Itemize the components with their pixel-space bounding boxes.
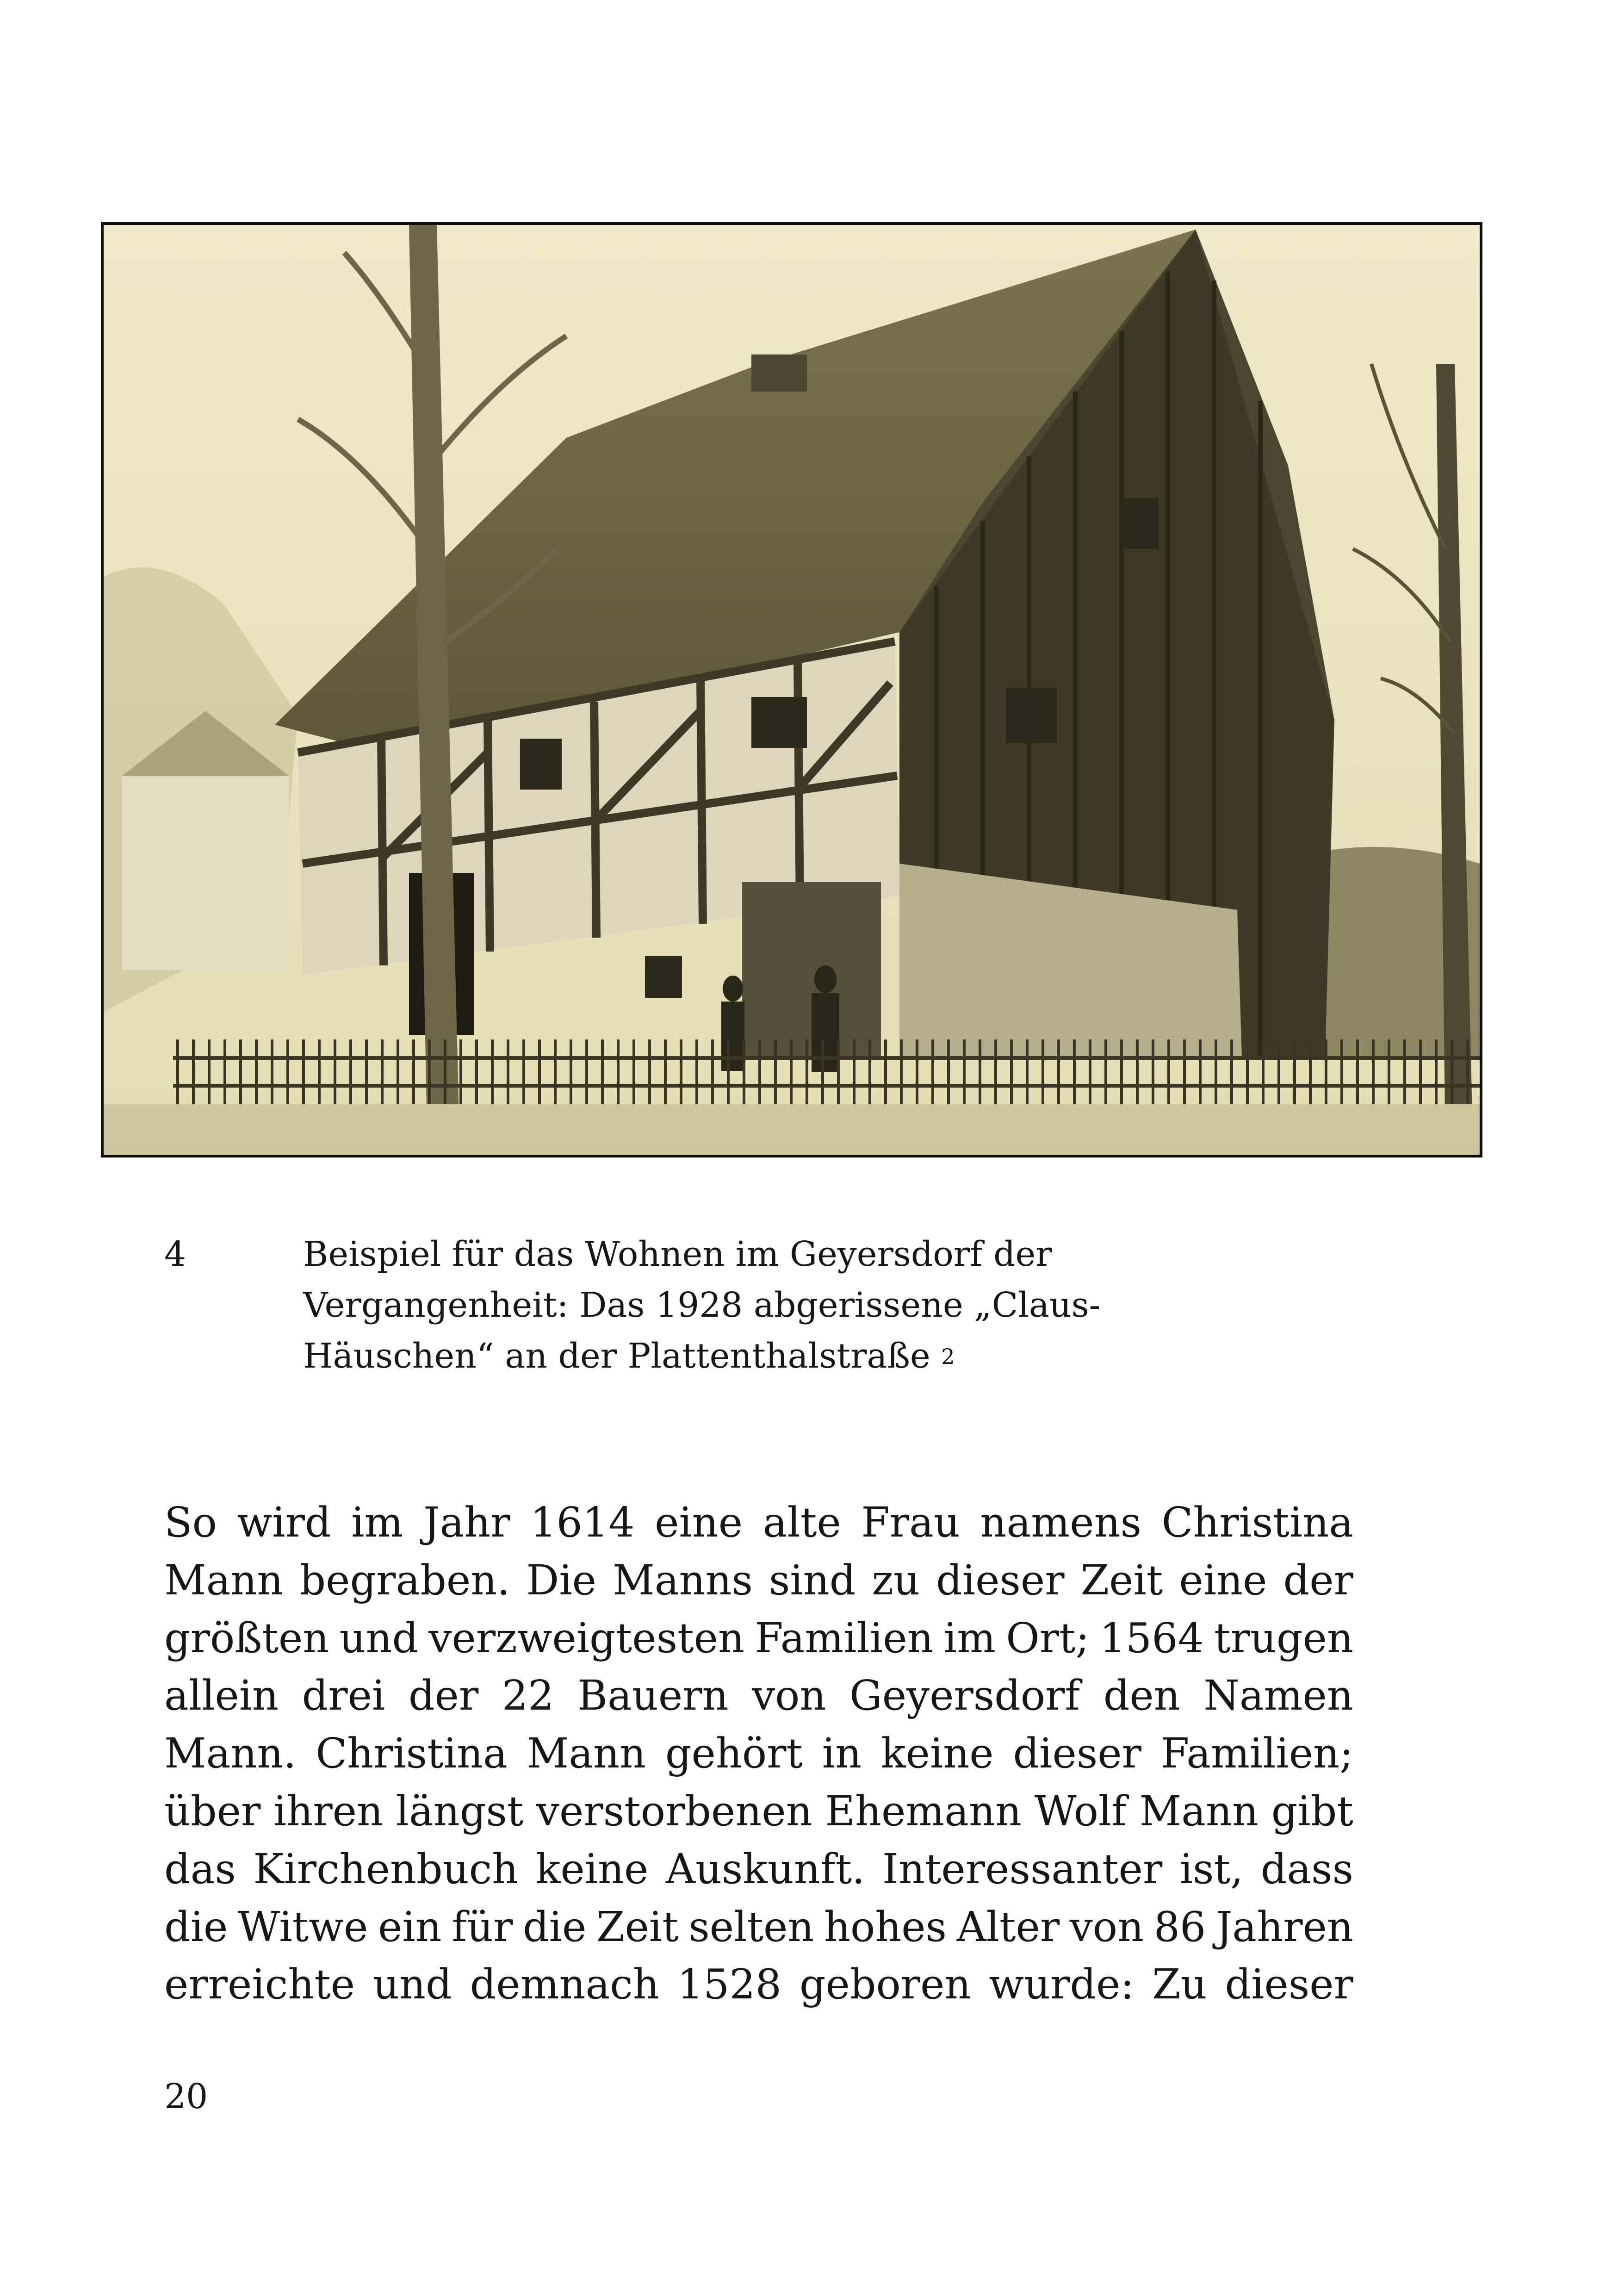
caption-line: Beispiel für das Wohnen im Geyersdorf der [303, 1234, 1052, 1274]
figure-caption [303, 1229, 1242, 1386]
body-line: allein drei der 22 Bauern von Geyersdorf den Namen [164, 1672, 1353, 1720]
body-line: über ihren längst verstorbenen Ehemann Wolf Mann gibt [164, 1787, 1353, 1835]
body-line: größten und verzweigtesten Familien im Ort; 1564 trugen [164, 1614, 1353, 1662]
caption-line-text: Häuschen“ an der Plattenthalstraße [303, 1336, 930, 1376]
photo-illustration [104, 225, 1480, 1155]
body-line: erreichte und demnach 1528 geboren wurde: Zu dieser [164, 1960, 1353, 2009]
page-number: 20 [164, 2077, 208, 2116]
body-line: die Witwe ein für die Zeit selten hohes Alter von 86 Jahren [164, 1903, 1353, 1951]
body-line: Mann. Christina Mann gehört in keine dieser Familien; [164, 1730, 1353, 1778]
body-line: Mann begraben. Die Manns sind zu dieser Zeit eine der [164, 1556, 1353, 1604]
figure-number: 4 [164, 1234, 186, 1274]
caption-line: Vergangenheit: Das 1928 abgerissene „Claus- [303, 1285, 1101, 1325]
caption-line [303, 1331, 1242, 1386]
body-line: So wird im Jahr 1614 eine alte Frau namens Christina [164, 1499, 1353, 1546]
body-line: das Kirchenbuch keine Auskunft. Interessanter ist, dass [164, 1845, 1353, 1893]
body-paragraph [164, 1494, 1353, 2014]
house-photograph [101, 222, 1482, 1157]
footnote-reference: 2 [941, 1344, 955, 1369]
